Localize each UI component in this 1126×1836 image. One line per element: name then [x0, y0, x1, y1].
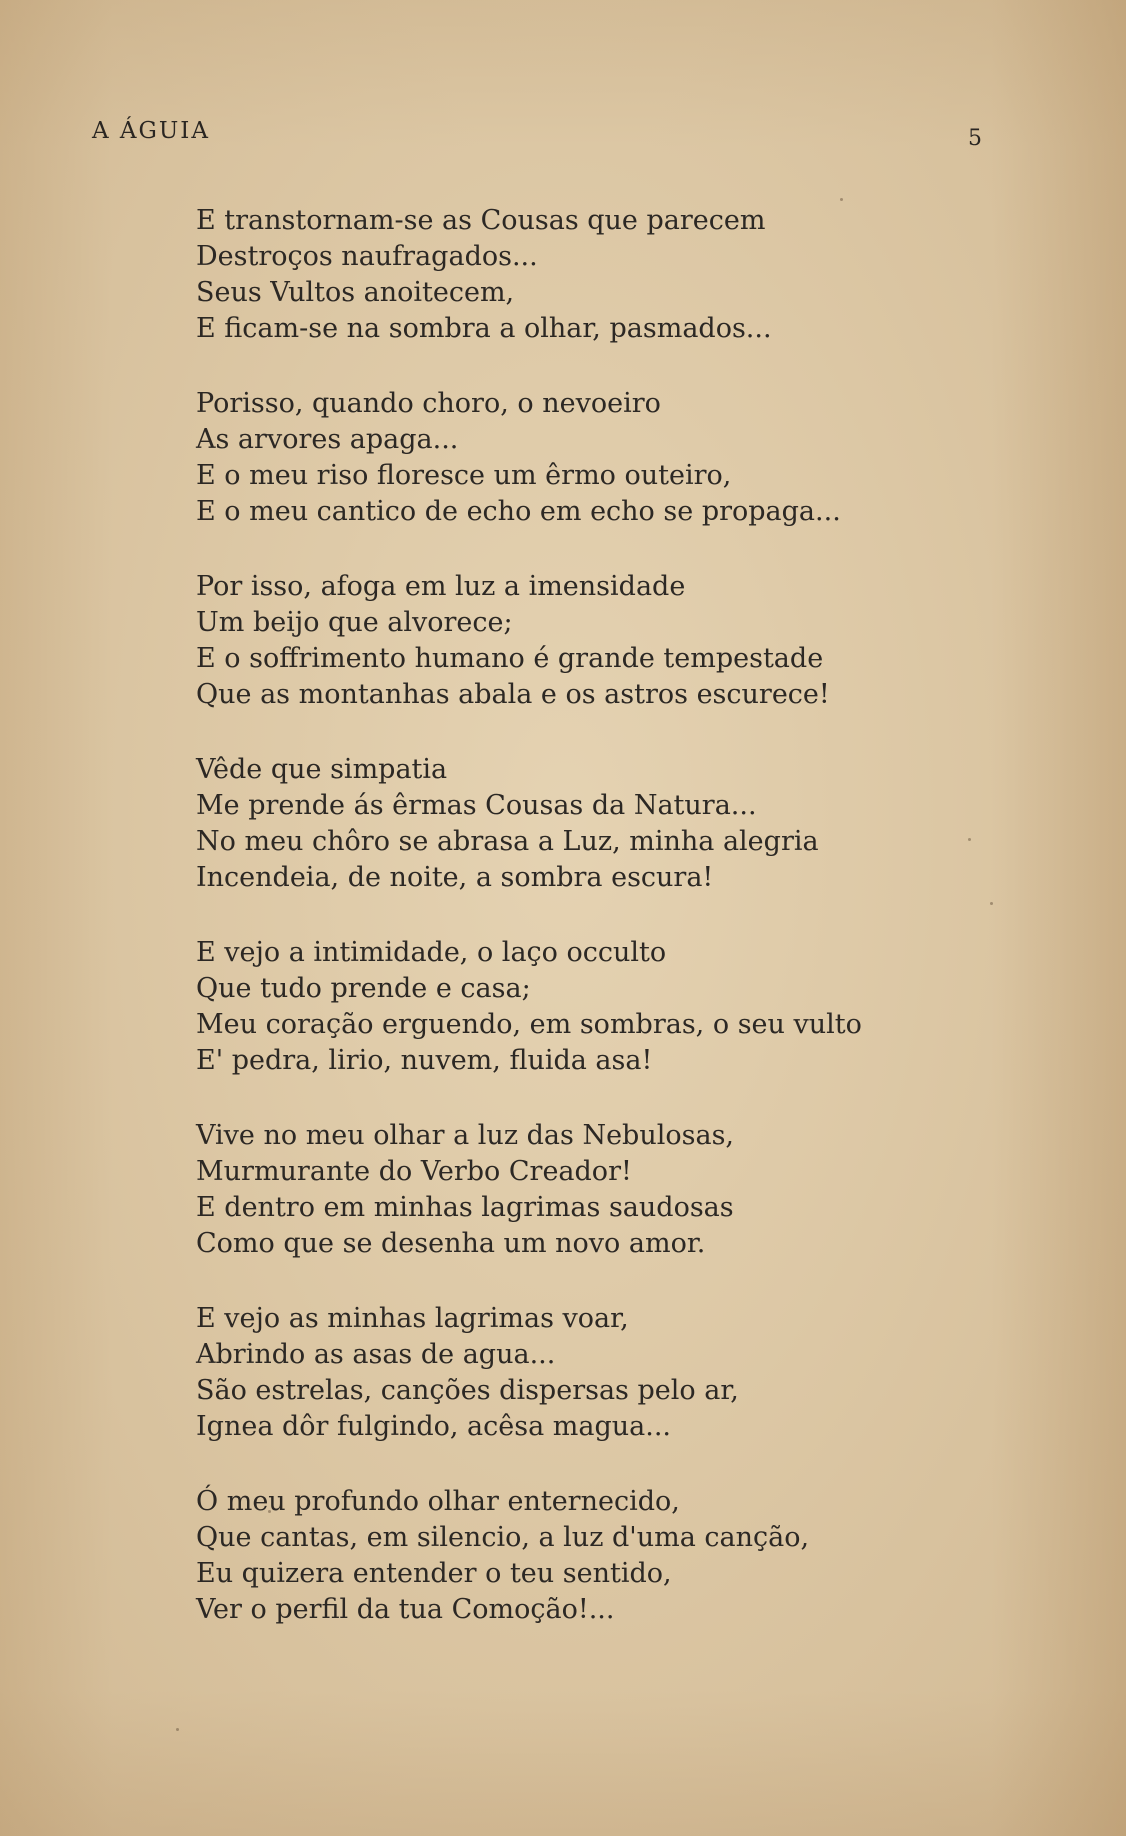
stanza [196, 569, 1016, 713]
verse-line: São estrelas, canções dispersas pelo ar, [196, 1375, 739, 1406]
verse-line: Que tudo prende e casa; [196, 973, 531, 1004]
verse-line: No meu chôro se abrasa a Luz, minha alegria [196, 826, 819, 857]
verse-line: E o meu riso floresce um êrmo outeiro, [196, 460, 732, 491]
verse-line: Seus Vultos anoitecem, [196, 277, 515, 308]
stanza [196, 1118, 1016, 1262]
verse-line: Vêde que simpatia [196, 754, 448, 785]
verse-line: Por isso, afoga em luz a imensidade [196, 571, 686, 602]
verse-line: E transtornam-se as Cousas que parecem [196, 205, 766, 236]
stanza [196, 752, 1016, 896]
paper-speck [990, 902, 993, 905]
verse-line: Abrindo as asas de agua... [196, 1339, 556, 1370]
verse-line: Meu coração erguendo, em sombras, o seu vulto [196, 1009, 862, 1040]
verse-line: As arvores apaga... [196, 424, 459, 455]
verse-line: Eu quizera entender o teu sentido, [196, 1558, 672, 1589]
verse-line: Que cantas, em silencio, a luz d'uma canção, [196, 1522, 810, 1553]
verse-line: E' pedra, lirio, nuvem, fluida asa! [196, 1045, 653, 1076]
paper-speck [176, 1728, 179, 1731]
stanza [196, 1301, 1016, 1445]
verse-line: Me prende ás êrmas Cousas da Natura... [196, 790, 757, 821]
verse-line: Um beijo que alvorece; [196, 607, 513, 638]
verse-line: Destroços naufragados... [196, 241, 538, 272]
paper-speck [268, 1510, 271, 1513]
verse-line: Como que se desenha um novo amor. [196, 1228, 706, 1259]
page-number: 5 [968, 126, 982, 151]
stanza [196, 1484, 1016, 1628]
verse-line: Murmurante do Verbo Creador! [196, 1156, 632, 1187]
verse-line: Vive no meu olhar a luz das Nebulosas, [196, 1120, 735, 1151]
stanza [196, 935, 1016, 1079]
verse-line: Que as montanhas abala e os astros escurece! [196, 679, 830, 710]
paper-speck [840, 198, 843, 201]
verse-line: E dentro em minhas lagrimas saudosas [196, 1192, 734, 1223]
running-title: A ÁGUIA [92, 118, 210, 144]
verse-line: E vejo a intimidade, o laço occulto [196, 937, 667, 968]
stanza [196, 203, 1016, 347]
verse-line: E o meu cantico de echo em echo se propaga... [196, 496, 841, 527]
verse-line: E vejo as minhas lagrimas voar, [196, 1303, 629, 1334]
stanza [196, 386, 1016, 530]
verse-line: Ver o perfil da tua Comoção!... [196, 1594, 615, 1625]
verse-line: Ignea dôr fulgindo, acêsa magua... [196, 1411, 672, 1442]
poem [196, 203, 1016, 1667]
verse-line: E o soffrimento humano é grande tempestade [196, 643, 824, 674]
verse-line: Porisso, quando choro, o nevoeiro [196, 388, 661, 419]
verse-line: Incendeia, de noite, a sombra escura! [196, 862, 714, 893]
paper-speck [968, 838, 971, 841]
verse-line: Ó meu profundo olhar enternecido, [196, 1486, 680, 1517]
verse-line: E ficam-se na sombra a olhar, pasmados... [196, 313, 772, 344]
